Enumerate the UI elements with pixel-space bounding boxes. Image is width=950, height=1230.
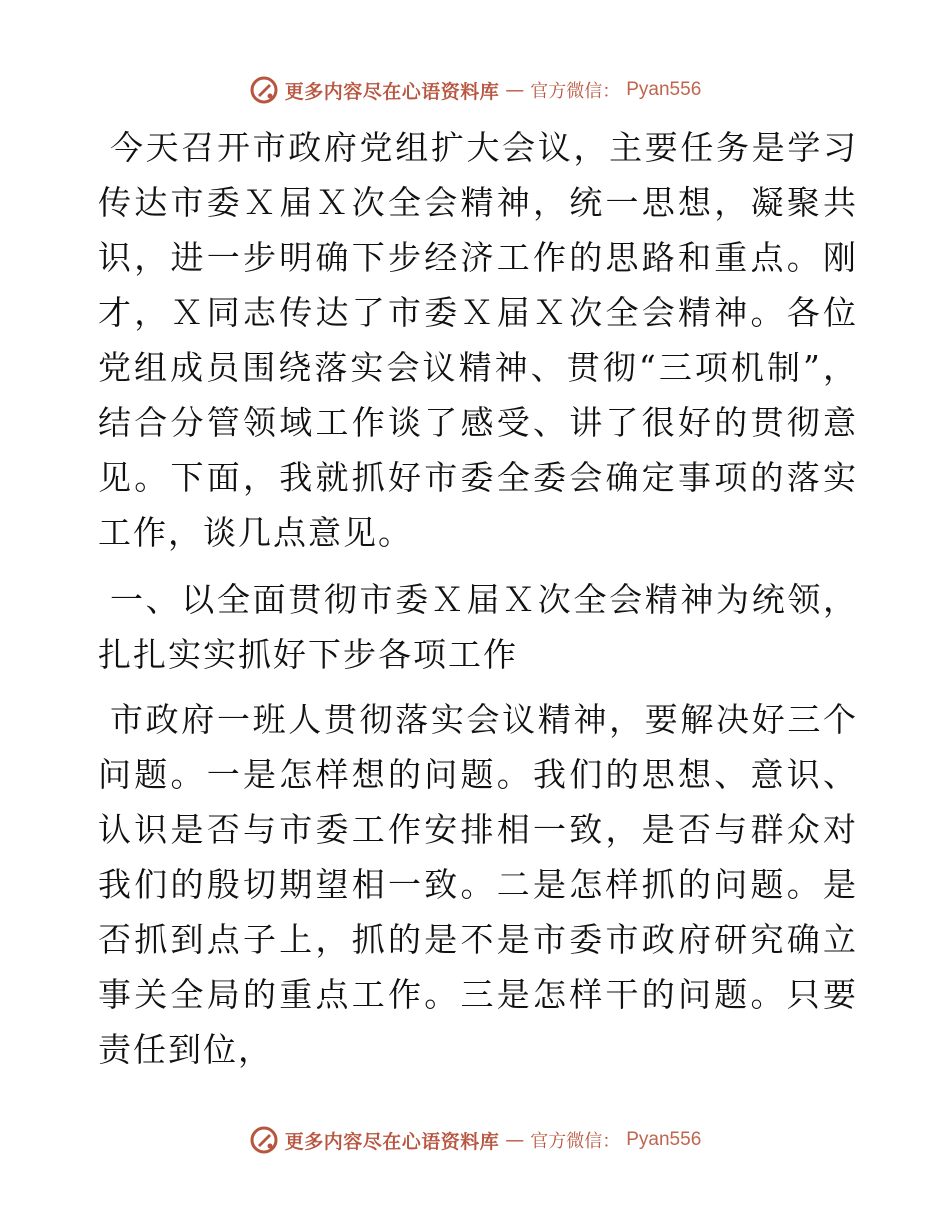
document-body <box>98 120 858 1077</box>
watermark-separator: — <box>505 1129 525 1151</box>
header-watermark <box>0 70 950 110</box>
brand-logo-icon <box>249 75 279 105</box>
watermark-label: 官方微信： <box>530 1131 621 1152</box>
brand-logo-icon <box>249 1125 279 1155</box>
footer-watermark <box>0 1120 950 1160</box>
watermark-text: 更多内容尽在心语资料库 <box>284 80 500 103</box>
watermark-text: 更多内容尽在心语资料库 <box>284 1130 500 1153</box>
paragraph-intro: 今天召开市政府党组扩大会议，主要任务是学习传达市委Ｘ届Ｘ次全会精神，统一思想，凝聚共识，进一步明确下步经济工作的思路和重点。刚才，Ｘ同志传达了市委Ｘ届Ｘ次全会精神。各位党组成员围绕落实会议精神、贯彻“三项机制”，结合分管领域工作谈了感受、讲了很好的贯彻意见。下面，我就抓好市委全委会确定事项的落实工作，谈几点意见。 <box>98 128 858 552</box>
section-heading: 一、以全面贯彻市委Ｘ届Ｘ次全会精神为统领，扎扎实实抓好下步各项工作 <box>98 580 858 674</box>
watermark-id: Pyan556 <box>626 79 702 100</box>
watermark-id: Pyan556 <box>626 1129 702 1150</box>
watermark-separator: — <box>505 79 525 101</box>
watermark-label: 官方微信： <box>530 81 621 102</box>
paragraph-body: 市政府一班人贯彻落实会议精神，要解决好三个问题。一是怎样想的问题。我们的思想、意识、认识是否与市委工作安排相一致，是否与群众对我们的殷切期望相一致。二是怎样抓的问题。是否抓到点子上，抓的是不是市委市政府研究确立事关全局的重点工作。三是怎样干的问题。只要责任到位， <box>98 700 858 1069</box>
